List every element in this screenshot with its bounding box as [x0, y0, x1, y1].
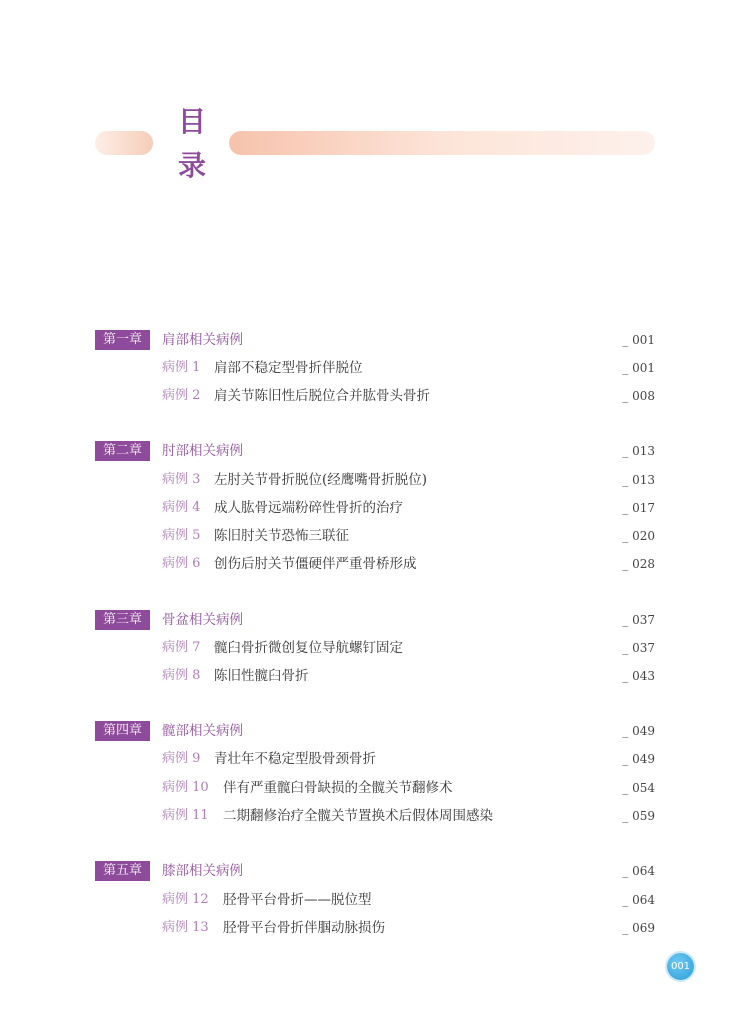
case-entry[interactable]	[162, 778, 655, 800]
chapter-3[interactable]	[95, 610, 655, 632]
case-page: _ 001	[622, 361, 655, 375]
case-number: 病例 10	[162, 780, 209, 795]
case-number: 病例 8	[162, 668, 201, 683]
chapter-title: 髋部相关病例	[162, 723, 243, 739]
page-number-badge: 001	[667, 953, 694, 980]
case-entry[interactable]	[162, 666, 655, 688]
case-page: _ 069	[622, 921, 655, 935]
case-page: _ 017	[622, 501, 655, 515]
chapter-label: 第二章	[95, 441, 150, 461]
chapter-page: _ 049	[622, 724, 655, 738]
case-number: 病例 1	[162, 360, 201, 375]
case-title: 伴有严重髋臼骨缺损的全髋关节翻修术	[223, 780, 453, 796]
chapter-label: 第四章	[95, 721, 150, 741]
case-page: _ 049	[622, 752, 655, 766]
case-entry[interactable]	[162, 918, 655, 940]
chapter-label: 第一章	[95, 330, 150, 350]
case-page: _ 013	[622, 473, 655, 487]
chapter-page: _ 001	[622, 333, 655, 347]
case-title: 左肘关节骨折脱位(经鹰嘴骨折脱位)	[214, 472, 428, 488]
chapter-title: 膝部相关病例	[162, 863, 243, 879]
case-title: 肩关节陈旧性后脱位合并肱骨头骨折	[214, 388, 430, 404]
case-title: 创伤后肘关节僵硬伴严重骨桥形成	[214, 556, 417, 572]
case-title: 陈旧性髋臼骨折	[214, 668, 309, 684]
case-entry[interactable]	[162, 470, 655, 492]
case-number: 病例 5	[162, 528, 201, 543]
case-entry[interactable]	[162, 498, 655, 520]
case-number: 病例 2	[162, 388, 201, 403]
case-page: _ 043	[622, 669, 655, 683]
case-number: 病例 11	[162, 808, 209, 823]
case-number: 病例 7	[162, 640, 201, 655]
case-entry[interactable]	[162, 358, 655, 380]
chapter-1[interactable]	[95, 330, 655, 352]
case-page: _ 008	[622, 389, 655, 403]
case-entry[interactable]	[162, 638, 655, 660]
toc-heading-line2: 录	[177, 149, 206, 182]
chapter-5[interactable]	[95, 861, 655, 883]
case-entry[interactable]	[162, 386, 655, 408]
chapter-title: 肘部相关病例	[162, 443, 243, 459]
chapter-page: _ 037	[622, 613, 655, 627]
case-title: 青壮年不稳定型股骨颈骨折	[214, 751, 376, 767]
chapter-4[interactable]	[95, 721, 655, 743]
case-entry[interactable]	[162, 554, 655, 576]
case-number: 病例 4	[162, 500, 201, 515]
case-page: _ 037	[622, 641, 655, 655]
case-page: _ 028	[622, 557, 655, 571]
chapter-label: 第五章	[95, 861, 150, 881]
chapter-title: 骨盆相关病例	[162, 612, 243, 628]
case-title: 二期翻修治疗全髋关节置换术后假体周围感染	[223, 808, 493, 824]
case-number: 病例 12	[162, 892, 209, 907]
case-title: 陈旧肘关节恐怖三联征	[214, 528, 349, 544]
toc-heading	[174, 100, 210, 188]
case-title: 髋臼骨折微创复位导航螺钉固定	[214, 640, 403, 656]
case-page: _ 020	[622, 529, 655, 543]
header-decor-left	[95, 131, 153, 155]
case-number: 病例 3	[162, 472, 201, 487]
case-number: 病例 6	[162, 556, 201, 571]
case-entry[interactable]	[162, 890, 655, 912]
header-decor-right	[229, 131, 655, 155]
chapter-2[interactable]	[95, 441, 655, 463]
case-entry[interactable]	[162, 806, 655, 828]
case-page: _ 054	[622, 781, 655, 795]
case-title: 成人肱骨远端粉碎性骨折的治疗	[214, 500, 403, 516]
case-entry[interactable]	[162, 526, 655, 548]
case-number: 病例 13	[162, 920, 209, 935]
case-entry[interactable]	[162, 749, 655, 771]
toc-heading-line1: 目	[177, 105, 206, 138]
case-number: 病例 9	[162, 751, 201, 766]
chapter-page: _ 064	[622, 864, 655, 878]
case-page: _ 059	[622, 809, 655, 823]
chapter-label: 第三章	[95, 610, 150, 630]
case-page: _ 064	[622, 893, 655, 907]
case-title: 胫骨平台骨折——脱位型	[223, 892, 372, 908]
case-title: 胫骨平台骨折伴腘动脉损伤	[223, 920, 385, 936]
chapter-title: 肩部相关病例	[162, 332, 243, 348]
chapter-page: _ 013	[622, 444, 655, 458]
case-title: 肩部不稳定型骨折伴脱位	[214, 360, 363, 376]
